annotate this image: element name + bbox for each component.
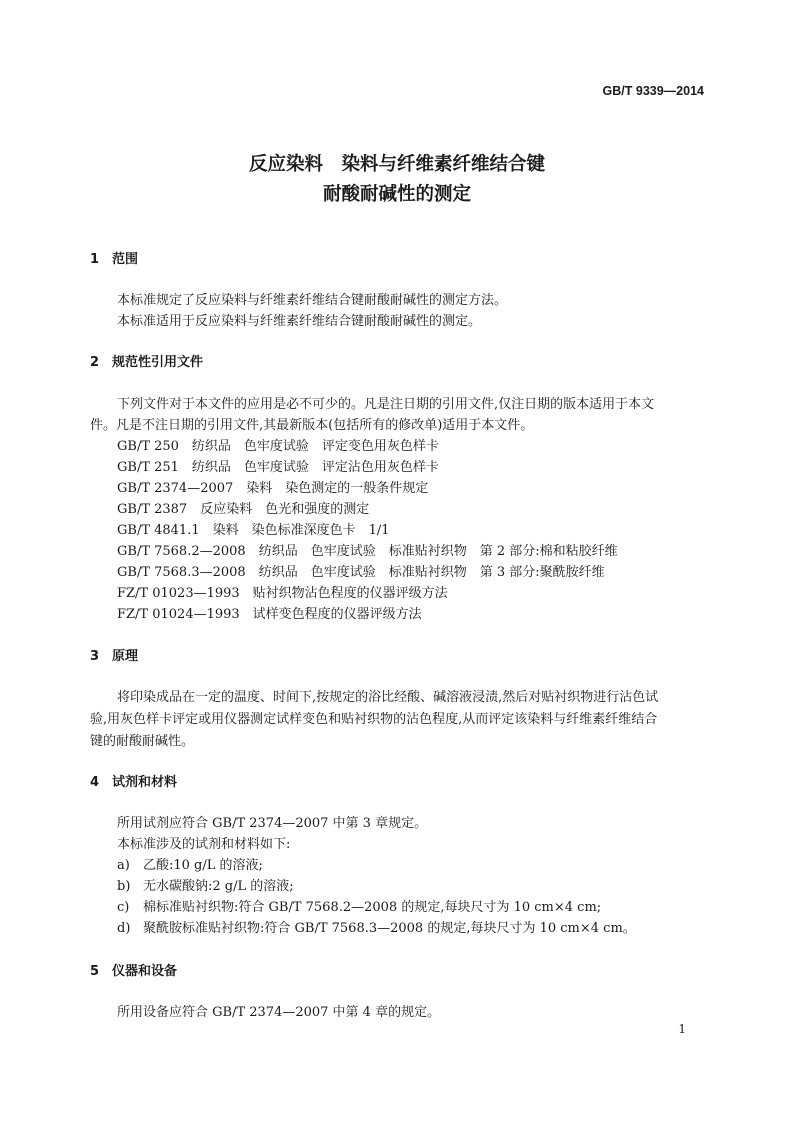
reference-item: GB/T 2374—2007 染料 染色测定的一般条件规定 [117, 481, 429, 496]
section-title: 试剂和材料 [112, 775, 178, 790]
paragraph: 所用设备应符合 GB/T 2374—2007 中第 4 章的规定。 [117, 1005, 441, 1020]
paragraph: 键的耐酸耐碱性。 [90, 734, 195, 749]
section-title: 仪器和设备 [112, 964, 178, 979]
section-number: 3 [90, 649, 100, 664]
list-item-label: a) [117, 858, 130, 873]
paragraph: 将印染成品在一定的温度、时间下,按规定的浴比经酸、碱溶液浸渍,然后对贴衬织物进行沾色试 [117, 690, 659, 705]
list-item-label: d) [117, 921, 131, 936]
section-title: 原理 [112, 649, 139, 664]
section-title: 范围 [112, 252, 139, 267]
paragraph: 件。凡是不注日期的引用文件,其最新版本(包括所有的修改单)适用于本文件。 [90, 418, 534, 433]
list-item [117, 917, 636, 936]
list-item-text: 无水碳酸钠:2 g/L 的溶液; [143, 879, 294, 894]
section-title: 规范性引用文件 [112, 355, 204, 370]
list-item-text: 聚酰胺标准贴衬织物:符合 GB/T 7568.3—2008 的规定,每块尺寸为 10 cm×4 cm。 [143, 921, 636, 936]
reference-item: GB/T 250 纺织品 色牢度试验 评定变色用灰色样卡 [117, 439, 439, 454]
list-item-label: c) [117, 900, 130, 915]
section-3-heading [90, 645, 138, 664]
paragraph: 所用试剂应符合 GB/T 2374—2007 中第 3 章规定。 [117, 816, 428, 831]
section-number: 1 [90, 252, 100, 267]
list-item [117, 875, 294, 894]
list-item-text: 棉标准贴衬织物:符合 GB/T 7568.2—2008 的规定,每块尺寸为 10 cm×4 cm; [143, 900, 602, 915]
list-item [117, 854, 263, 873]
section-number: 4 [90, 775, 100, 790]
document-title-line-1: 反应染料 染料与纤维素纤维结合键 [248, 154, 545, 175]
page-number: 1 [678, 1022, 686, 1036]
section-1-heading [90, 248, 138, 267]
reference-item: GB/T 7568.3—2008 纺织品 色牢度试验 标准贴衬织物 第 3 部分:聚酰胺纤维 [117, 565, 605, 580]
paragraph: 本标准规定了反应染料与纤维素纤维结合键耐酸耐碱性的测定方法。 [117, 293, 508, 308]
section-4-heading [90, 771, 177, 790]
section-number: 5 [90, 964, 100, 979]
standard-number: GB/T 9339—2014 [602, 84, 704, 98]
section-2-heading [90, 351, 203, 370]
paragraph: 下列文件对于本文件的应用是必不可少的。凡是注日期的引用文件,仅注日期的版本适用于本文 [117, 397, 655, 412]
paragraph: 本标准涉及的试剂和材料如下: [117, 837, 291, 852]
list-item-text: 乙酸:10 g/L 的溶液; [143, 858, 263, 873]
reference-item: FZ/T 01023—1993 贴衬织物沾色程度的仪器评级方法 [117, 586, 448, 601]
list-item-label: b) [117, 879, 131, 894]
reference-item: GB/T 7568.2—2008 纺织品 色牢度试验 标准贴衬织物 第 2 部分:棉和粘胶纤维 [117, 544, 618, 559]
list-item [117, 896, 601, 915]
reference-item: FZ/T 01024—1993 试样变色程度的仪器评级方法 [117, 607, 422, 622]
paragraph: 本标准适用于反应染料与纤维素纤维结合键耐酸耐碱性的测定。 [117, 314, 482, 329]
document-title-line-2: 耐酸耐碱性的测定 [322, 184, 471, 205]
reference-item: GB/T 251 纺织品 色牢度试验 评定沾色用灰色样卡 [117, 460, 439, 475]
paragraph: 验,用灰色样卡评定或用仪器测定试样变色和贴衬织物的沾色程度,从而评定该染料与纤维素纤维结合 [90, 712, 658, 727]
section-number: 2 [90, 355, 100, 370]
section-5-heading [90, 960, 177, 979]
reference-item: GB/T 2387 反应染料 色光和强度的测定 [117, 502, 370, 517]
reference-item: GB/T 4841.1 染料 染色标准深度色卡 1/1 [117, 523, 390, 538]
